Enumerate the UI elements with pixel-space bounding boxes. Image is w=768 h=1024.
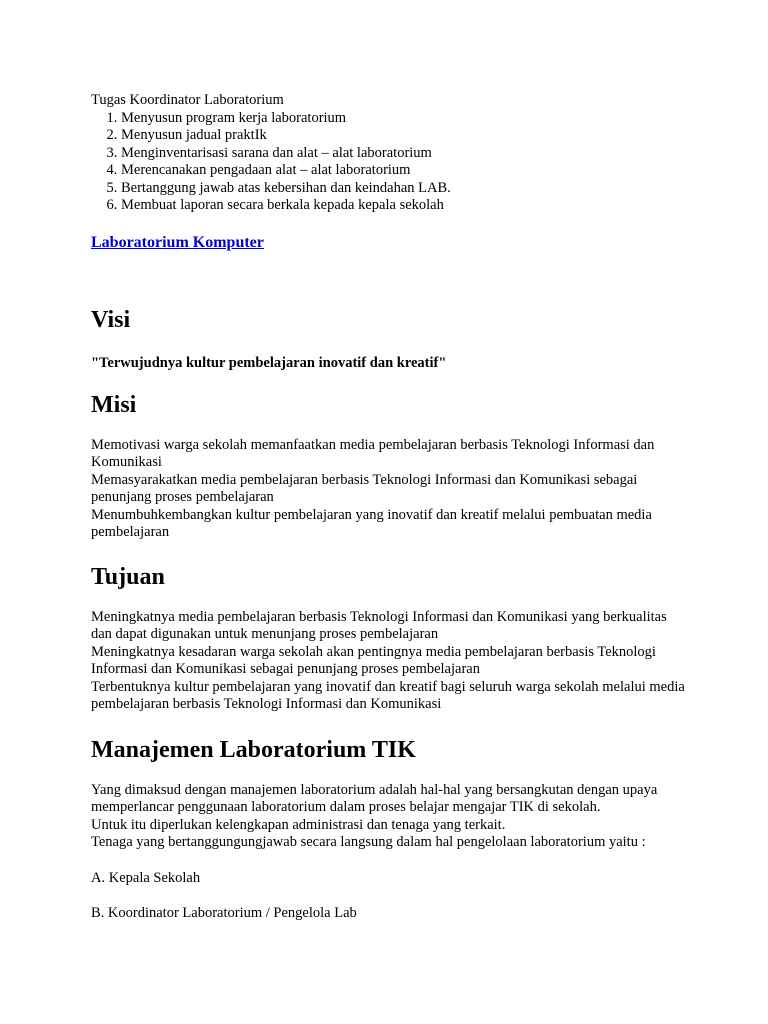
misi-paragraph: Memotivasi warga sekolah memanfaatkan media pembelajaran berbasis Teknologi Informasi dan Komunikasi — [91, 436, 655, 470]
lab-komputer-link[interactable]: Laboratorium Komputer — [91, 233, 264, 251]
tujuan-paragraph: Meningkatnya media pembelajaran berbasis Teknologi Informasi dan Komunikasi yang berkualitas dan dapat digunakan untuk menunjang proses pembelajaran — [91, 608, 667, 642]
tujuan-heading: Tujuan — [91, 563, 165, 590]
task-item: 6. Membuat laporan secara berkala kepada kepala sekolah — [121, 197, 691, 215]
personnel-item-koordinator: B. Koordinator Laboratorium / Pengelola Lab — [91, 905, 357, 921]
misi-paragraph: Memasyarakatkan media pembelajaran berbasis Teknologi Informasi dan Komunikasi sebagai penunjang proses pembelajaran — [91, 471, 638, 505]
tasks-section — [91, 92, 691, 215]
tasks-title: Tugas Koordinator Laboratorium — [91, 92, 284, 108]
manajemen-heading: Manajemen Laboratorium TIK — [91, 736, 416, 763]
task-item: 5. Bertanggung jawab atas kebersihan dan keindahan LAB. — [121, 180, 691, 198]
tujuan-paragraph: Meningkatnya kesadaran warga sekolah akan pentingnya media pembelajaran berbasis Teknologi Informasi dan Komunikasi sebagai penunjang proses pembelajaran — [91, 643, 656, 677]
misi-paragraph: Menumbuhkembangkan kultur pembelajaran yang inovatif dan kreatif melalui pembuatan media pembelajaran — [91, 506, 652, 540]
document-page — [91, 92, 691, 923]
task-item: 2. Menyusun jadual praktIk — [121, 127, 691, 145]
tasks-list — [91, 110, 691, 215]
manajemen-paragraph: Yang dimaksud dengan manajemen laboratorium adalah hal-hal yang bersangkutan dengan upaya memperlancar penggunaan laboratorium dalam proses belajar mengajar TIK di sekolah. — [91, 781, 658, 815]
tujuan-paragraph: Terbentuknya kultur pembelajaran yang inovatif dan kreatif bagi seluruh warga sekolah melalui media pembelajaran berbasis Teknologi Informasi dan Komunikasi — [91, 678, 685, 712]
personnel-item-kepala-sekolah: A. Kepala Sekolah — [91, 869, 201, 886]
tujuan-body — [91, 609, 691, 714]
manajemen-paragraph: Untuk itu diperlukan kelengkapan administrasi dan tenaga yang terkait. — [91, 816, 506, 833]
visi-heading: Visi — [91, 307, 131, 333]
misi-body — [91, 437, 691, 542]
task-item: 3. Menginventarisasi sarana dan alat – alat laboratorium — [121, 145, 691, 163]
task-item: 1. Menyusun program kerja laboratorium — [121, 110, 691, 128]
manajemen-paragraph: Tenaga yang bertanggungungjawab secara langsung dalam hal pengelolaan laboratorium yaitu : — [91, 834, 646, 850]
task-item: 4. Merencanakan pengadaan alat – alat laboratorium — [121, 162, 691, 180]
misi-heading: Misi — [91, 391, 137, 418]
visi-text: "Terwujudnya kultur pembelajaran inovatif dan kreatif" — [91, 355, 447, 371]
manajemen-body — [91, 782, 691, 852]
